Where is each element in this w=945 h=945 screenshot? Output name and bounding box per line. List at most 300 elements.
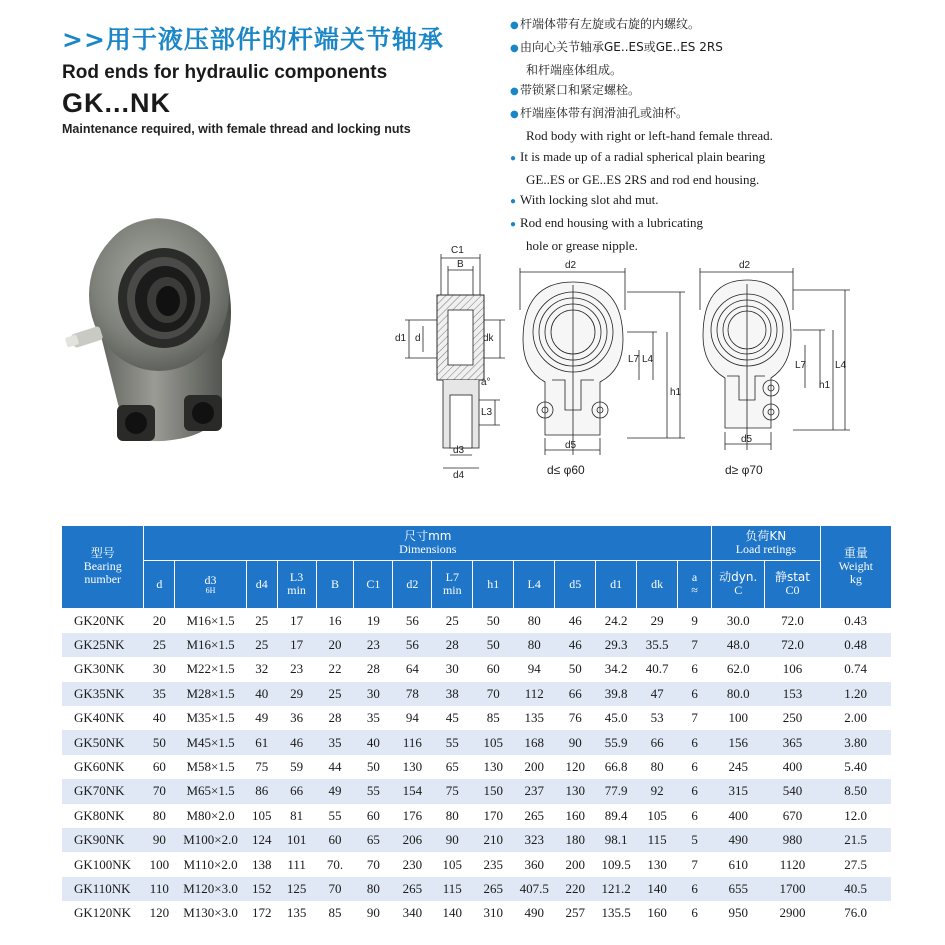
table-cell: 168 (514, 730, 555, 754)
table-cell: 655 (712, 877, 765, 901)
table-cell: 220 (555, 877, 596, 901)
table-cell: 323 (514, 828, 555, 852)
col-d2: d2 (393, 560, 432, 608)
technical-drawings (395, 237, 865, 480)
table-cell: 48.0 (712, 633, 765, 657)
table-cell: M100×2.0 (175, 828, 247, 852)
label-l4-right: L4 (835, 360, 847, 371)
col-d3: d3 6H (175, 560, 247, 608)
table-cell: 100 (728, 710, 748, 726)
table-cell: M45×1.5 (175, 730, 247, 754)
table-cell: 28 (432, 633, 473, 657)
table-cell: 81 (290, 807, 304, 823)
table-cell: 66.8 (604, 759, 628, 775)
bullet-icon: ● (510, 86, 519, 98)
bullet-icon: ● (510, 196, 517, 208)
table-cell: 27.5 (844, 856, 867, 872)
table-cell: 23 (354, 633, 393, 657)
table-cell: 45 (445, 710, 459, 726)
table-cell: 20 (316, 633, 354, 657)
subtitle: Maintenance required, with female thread and locking nuts (62, 122, 411, 136)
table-row (62, 657, 891, 681)
col-dk: dk (637, 560, 678, 608)
feature-line (510, 213, 940, 236)
feature-text: 由向心关节轴承GE..ES或GE..ES 2RS (520, 39, 723, 54)
label-l7-left: L7 (628, 354, 640, 365)
table-row (62, 877, 891, 901)
label-h1-left: h1 (670, 387, 682, 398)
table-cell: 6 (678, 877, 712, 901)
table-cell: 250 (782, 710, 803, 726)
table-cell: 98.1 (596, 828, 637, 852)
table-cell: 138 (252, 856, 272, 872)
table-cell: 66 (637, 730, 678, 754)
table-cell: 70 (316, 877, 354, 901)
table-cell: 980 (765, 828, 820, 852)
table-cell: 64 (405, 661, 419, 677)
table-cell: 610 (728, 856, 748, 872)
table-row (62, 852, 891, 876)
table-cell: 65 (445, 759, 459, 775)
table-cell: 34.2 (604, 661, 628, 677)
table-cell: 111 (287, 856, 306, 872)
title-chinese: >>用于液压部件的杆端关节轴承 (62, 25, 444, 54)
caption-right: d≥ φ70 (725, 463, 763, 477)
table-cell: 50 (473, 633, 514, 657)
table-cell: 60 (316, 828, 354, 852)
col-d: d (144, 560, 175, 608)
feature-line (510, 170, 940, 191)
table-cell: 135 (524, 710, 544, 726)
table-cell: 47 (637, 682, 678, 706)
table-cell: 70 (473, 682, 514, 706)
table-cell: 65 (354, 828, 393, 852)
table-cell: 50 (486, 612, 500, 628)
table-row (62, 706, 891, 730)
table-cell: 46 (277, 730, 316, 754)
table-cell: 6 (678, 730, 712, 754)
table-cell: 40 (152, 710, 166, 726)
table-cell: 25 (445, 612, 459, 628)
label-d3: d3 (453, 445, 465, 456)
table-cell: 112 (514, 682, 555, 706)
table-cell: 120 (565, 759, 585, 775)
table-cell: M65×1.5 (175, 779, 247, 803)
table-row (62, 682, 891, 706)
table-cell: 90 (366, 905, 380, 921)
table-cell: 90 (432, 828, 473, 852)
table-cell: 25 (144, 633, 175, 657)
table-cell: 70 (144, 779, 175, 803)
col-h1: h1 (473, 560, 514, 608)
feature-line (510, 126, 940, 147)
table-cell: 25 (316, 682, 354, 706)
table-cell: 210 (473, 828, 514, 852)
bearing-number-cell: GK40NK (74, 710, 125, 726)
table-cell: 135.5 (601, 905, 631, 921)
col-d1: d1 (596, 560, 637, 608)
table-cell: 17 (290, 612, 304, 628)
feature-text: 杆端体带有左旋或右旋的内螺纹。 (520, 17, 701, 31)
table-cell: 75 (432, 779, 473, 803)
label-d2-left: d2 (565, 260, 577, 271)
table-cell: 257 (565, 905, 585, 921)
bearing-number-cell: GK90NK (62, 828, 144, 852)
table-cell: 1700 (765, 877, 820, 901)
feature-line (510, 190, 940, 213)
table-cell: 7 (678, 633, 712, 657)
table-cell: 130 (647, 856, 667, 872)
table-cell: 172 (252, 905, 272, 921)
header-load-ratings: 负荷KN Load retings (712, 526, 821, 560)
bearing-number-cell: GK70NK (62, 779, 144, 803)
table-cell: 59 (290, 759, 304, 775)
table-cell: M22×1.5 (186, 661, 235, 677)
table-cell: 490 (712, 828, 765, 852)
table-cell: 39.8 (596, 682, 637, 706)
table-cell: 94 (527, 661, 541, 677)
table-cell: 110 (144, 877, 175, 901)
table-row (62, 755, 891, 779)
table-cell: M28×1.5 (175, 682, 247, 706)
table-cell: 19 (366, 612, 380, 628)
table-cell: 86 (246, 779, 277, 803)
table-cell: 36 (290, 710, 304, 726)
table-cell: 12.0 (844, 807, 867, 823)
table-cell: 120 (149, 905, 170, 921)
table-cell: 7 (691, 856, 698, 872)
label-h1-right: h1 (819, 380, 831, 391)
table-cell: 950 (728, 905, 748, 921)
table-cell: 30.0 (726, 612, 750, 628)
table-cell: 94 (405, 710, 419, 726)
caption-left: d≤ φ60 (547, 463, 585, 477)
table-cell: 6 (691, 807, 698, 823)
label-b: B (457, 259, 464, 270)
table-cell: 46 (568, 612, 582, 628)
feature-text: Rod body with right or left-hand female thread. (526, 127, 773, 143)
feature-line (510, 80, 940, 103)
table-cell: M16×1.5 (175, 633, 247, 657)
table-cell: 670 (782, 807, 803, 823)
table-cell: 265 (393, 877, 432, 901)
table-cell: 124 (246, 828, 277, 852)
feature-line (510, 103, 940, 126)
table-cell: 61 (246, 730, 277, 754)
table-cell: 6 (691, 905, 698, 921)
feature-line (510, 14, 940, 37)
table-cell: 85 (486, 710, 500, 726)
table-cell: 30 (445, 661, 459, 677)
table-cell: 17 (277, 633, 316, 657)
label-d5-right: d5 (741, 434, 753, 445)
model-series: GK...NK (62, 88, 172, 118)
table-cell: 245 (728, 759, 748, 775)
table-cell: M58×1.5 (186, 759, 235, 775)
label-a: a° (481, 377, 491, 388)
table-cell: 7 (691, 710, 698, 726)
label-l3: L3 (481, 407, 493, 418)
table-cell: 206 (393, 828, 432, 852)
header-bearing-number: 型号 Bearing number (62, 526, 144, 608)
table-cell: 200 (524, 759, 544, 775)
table-cell: 55 (354, 779, 393, 803)
table-cell: 72.0 (765, 633, 820, 657)
table-cell: 56 (405, 612, 419, 628)
table-cell: 28 (328, 710, 342, 726)
feature-line (510, 147, 940, 170)
table-cell: 152 (246, 877, 277, 901)
table-cell: 49 (255, 710, 269, 726)
table-cell: 1.20 (820, 682, 891, 706)
table-cell: 0.43 (844, 612, 867, 628)
table-cell: 22 (328, 661, 342, 677)
table-cell: 9 (691, 612, 698, 628)
feature-text: hole or grease nipple. (526, 237, 638, 253)
table-cell: 2900 (779, 905, 806, 921)
feature-text: It is made up of a radial spherical plain bearing (520, 148, 766, 164)
table-cell: 76.0 (844, 905, 867, 921)
table-cell: 50 (568, 661, 582, 677)
table-cell: 25 (246, 633, 277, 657)
table-cell: 62.0 (726, 661, 750, 677)
label-l7-right: L7 (795, 360, 807, 371)
table-cell: M80×2.0 (186, 807, 235, 823)
table-cell: 310 (483, 905, 503, 921)
table-cell: 153 (765, 682, 820, 706)
table-cell: 109.5 (601, 856, 631, 872)
table-cell: 23 (290, 661, 304, 677)
header-dimensions: 尺寸mm Dimensions (144, 526, 712, 560)
table-cell: 90 (144, 828, 175, 852)
table-cell: 53 (650, 710, 664, 726)
col-d5: d5 (555, 560, 596, 608)
table-cell: 140 (442, 905, 463, 921)
table-cell: 80 (445, 807, 459, 823)
table-cell: 50 (144, 730, 175, 754)
label-d2-right: d2 (739, 260, 751, 271)
label-c1: C1 (451, 245, 464, 256)
table-cell: 5.40 (844, 759, 867, 775)
table-cell: 80 (354, 877, 393, 901)
bearing-number-cell: GK100NK (74, 856, 132, 872)
table-cell: 80 (650, 759, 664, 775)
bearing-number-cell: GK80NK (74, 807, 125, 823)
table-cell: 265 (524, 807, 544, 823)
feature-line (510, 60, 940, 81)
table-cell: 90 (555, 730, 596, 754)
table-cell: 490 (524, 905, 544, 921)
table-cell: 29.3 (596, 633, 637, 657)
table-cell: 75 (255, 759, 269, 775)
table-cell: 156 (712, 730, 765, 754)
table-cell: 237 (514, 779, 555, 803)
table-cell: 55 (328, 807, 342, 823)
table-cell: 72.0 (781, 612, 804, 628)
table-cell: 24.2 (604, 612, 628, 628)
table-cell: 29 (650, 612, 664, 628)
table-cell: 540 (765, 779, 820, 803)
table-cell: 35 (144, 682, 175, 706)
bullet-icon: ● (510, 152, 517, 164)
table-cell: 78 (393, 682, 432, 706)
label-dk: dk (483, 333, 494, 344)
table-cell: 6 (691, 759, 698, 775)
table-cell: 80 (514, 633, 555, 657)
feature-list (510, 14, 940, 257)
table-cell: 28 (366, 661, 380, 677)
table-cell: 16 (328, 612, 342, 628)
table-cell: 8.50 (820, 779, 891, 803)
table-cell: 32 (255, 661, 269, 677)
bearing-number-cell: GK50NK (62, 730, 144, 754)
bullet-icon: ● (510, 42, 519, 54)
feature-text: Rod end housing with a lubricating (520, 215, 704, 231)
bearing-number-cell: GK35NK (62, 682, 144, 706)
table-cell: 66 (277, 779, 316, 803)
table-cell: 150 (473, 779, 514, 803)
table-cell: 6 (678, 682, 712, 706)
title-english: Rod ends for hydraulic components (62, 62, 388, 83)
table-cell: 3.80 (820, 730, 891, 754)
col-a: a ≈ (678, 560, 712, 608)
table-cell: 25 (255, 612, 269, 628)
table-cell: 40.5 (820, 877, 891, 901)
bearing-number-cell: GK60NK (74, 759, 125, 775)
table-cell: 105 (442, 856, 463, 872)
table-cell: 56 (393, 633, 432, 657)
label-d1: d1 (395, 333, 407, 344)
table-cell: 40.7 (645, 661, 669, 677)
table-cell: 44 (328, 759, 342, 775)
table-cell: M16×1.5 (186, 612, 235, 628)
table-cell: 6 (678, 779, 712, 803)
table-cell: 38 (432, 682, 473, 706)
table-cell: 30 (354, 682, 393, 706)
table-cell: 106 (782, 661, 803, 677)
table-cell: 407.5 (514, 877, 555, 901)
col-l4: L4 (514, 560, 555, 608)
table-cell: 140 (637, 877, 678, 901)
table-cell: 50 (366, 759, 380, 775)
table-row (62, 828, 891, 852)
table-cell: 21.5 (820, 828, 891, 852)
table-cell: 60 (152, 759, 166, 775)
table-cell: 6 (691, 661, 698, 677)
table-cell: 49 (316, 779, 354, 803)
table-cell: 80 (152, 807, 166, 823)
table-cell: 101 (277, 828, 316, 852)
table-cell: M35×1.5 (186, 710, 235, 726)
table-cell: 70 (366, 856, 380, 872)
table-cell: 400 (782, 759, 803, 775)
table-cell: 77.9 (596, 779, 637, 803)
col-static-load: 静stat C0 (765, 560, 820, 608)
feature-text: 带锁紧口和紧定螺栓。 (520, 83, 641, 98)
bearing-number-cell: GK120NK (74, 905, 132, 921)
table-row (62, 901, 891, 925)
table-cell: 160 (565, 807, 585, 823)
table-cell: 2.00 (844, 710, 867, 726)
label-d5-left: d5 (565, 440, 577, 451)
table-cell: 130 (483, 759, 503, 775)
table-cell: 116 (393, 730, 432, 754)
table-cell: 60 (486, 661, 500, 677)
table-cell: 30 (152, 661, 166, 677)
table-cell: 400 (728, 807, 748, 823)
table-cell: 60 (366, 807, 380, 823)
table-cell: 365 (765, 730, 820, 754)
bearing-number-cell: GK20NK (74, 612, 125, 628)
table-cell: M130×3.0 (183, 905, 238, 921)
table-cell: 125 (277, 877, 316, 901)
table-cell: 235 (483, 856, 503, 872)
table-cell: 105 (473, 730, 514, 754)
table-cell: 360 (524, 856, 544, 872)
table-cell: 0.48 (820, 633, 891, 657)
table-cell: 85 (328, 905, 342, 921)
table-cell: 121.2 (596, 877, 637, 901)
col-dynamic-load: 动dyn. C (712, 560, 765, 608)
table-cell: 0.74 (844, 661, 867, 677)
table-cell: 1120 (779, 856, 806, 872)
table-cell: 340 (402, 905, 423, 921)
table-cell: 35.5 (637, 633, 678, 657)
table-cell: 55.9 (596, 730, 637, 754)
table-cell: 92 (637, 779, 678, 803)
label-d4: d4 (453, 470, 465, 480)
table-cell: 89.4 (604, 807, 628, 823)
table-cell: 40 (354, 730, 393, 754)
table-cell: 105 (647, 807, 667, 823)
table-cell: 135 (286, 905, 307, 921)
bearing-number-cell: GK25NK (62, 633, 144, 657)
table-cell: 230 (402, 856, 423, 872)
table-cell: 160 (647, 905, 667, 921)
table-cell: 115 (637, 828, 678, 852)
table-cell: 40 (246, 682, 277, 706)
table-cell: 154 (393, 779, 432, 803)
table-row (62, 804, 891, 828)
table-cell: 80.0 (712, 682, 765, 706)
specification-table (62, 526, 891, 926)
bullet-icon: ● (510, 109, 519, 121)
table-row (62, 608, 891, 633)
table-cell: 105 (252, 807, 272, 823)
label-l4-left: L4 (642, 354, 654, 365)
table-cell: 115 (432, 877, 473, 901)
feature-text: With locking slot ahd mut. (520, 192, 659, 208)
table-row (62, 730, 891, 754)
rod-end-photo (62, 200, 252, 450)
bullet-icon: ● (510, 219, 517, 231)
header-weight: 重量 Weight kg (820, 526, 891, 608)
table-cell: 265 (473, 877, 514, 901)
table-cell: 80 (527, 612, 541, 628)
table-cell: 29 (277, 682, 316, 706)
table-cell: M110×2.0 (183, 856, 238, 872)
table-cell: 55 (432, 730, 473, 754)
table-cell: 35 (316, 730, 354, 754)
col-c1: C1 (354, 560, 393, 608)
feature-text: GE..ES or GE..ES 2RS and rod end housing. (526, 171, 760, 187)
table-cell: 130 (402, 759, 423, 775)
col-l3: L3 min (277, 560, 316, 608)
col-b: B (316, 560, 354, 608)
table-cell: 180 (555, 828, 596, 852)
feature-line (510, 37, 940, 60)
table-cell: 176 (402, 807, 423, 823)
